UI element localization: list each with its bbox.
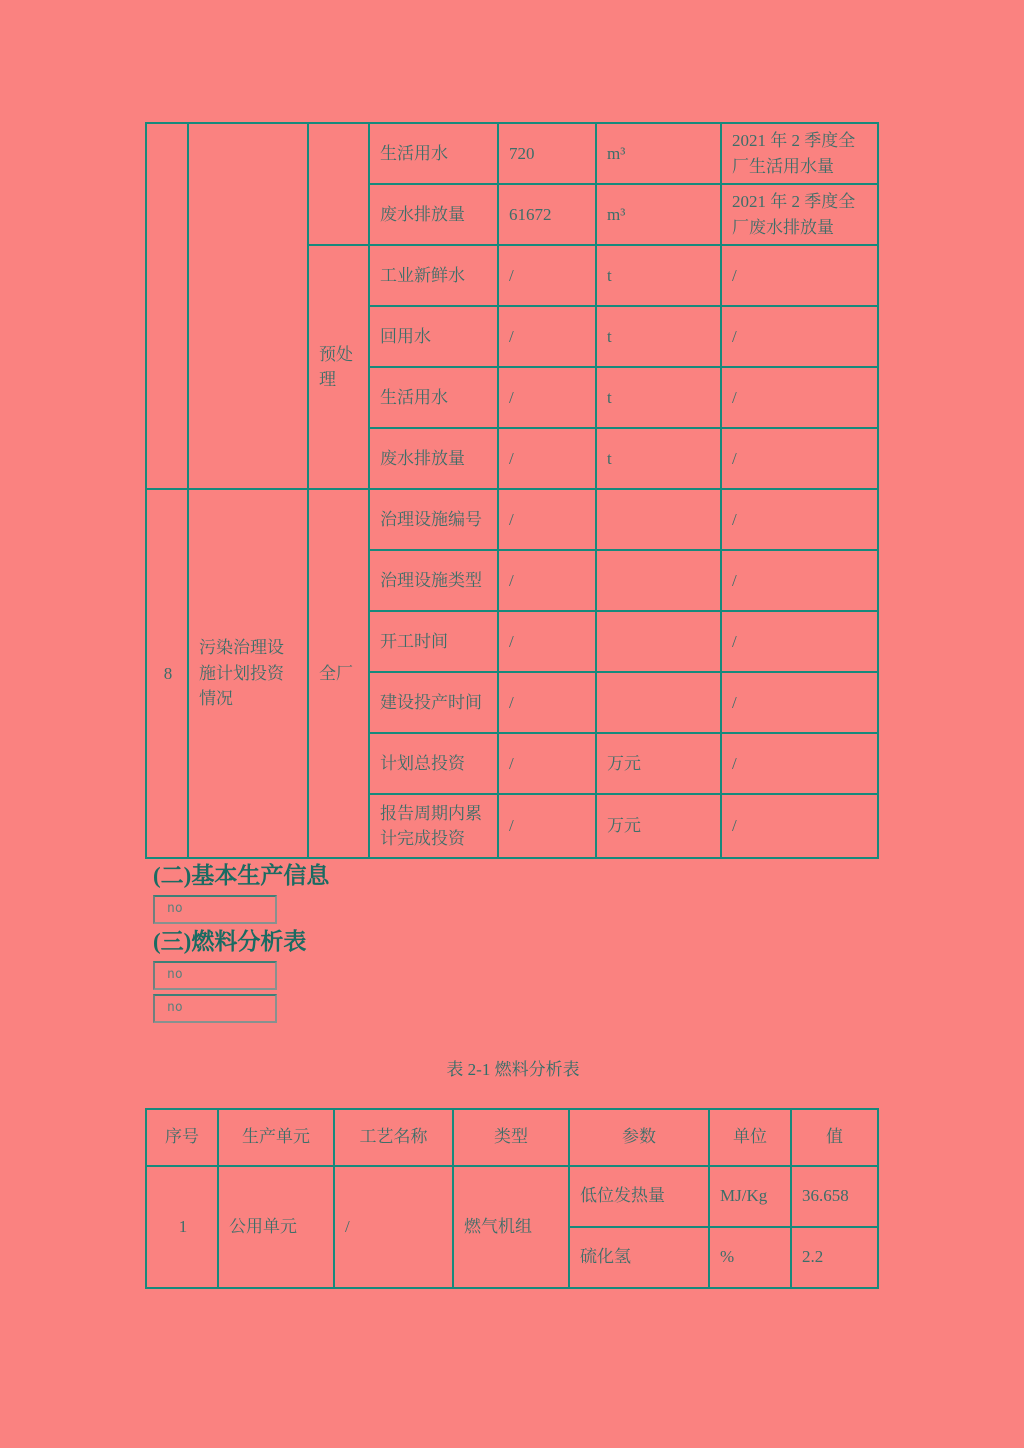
no-input-box[interactable]: no: [153, 994, 277, 1023]
cell-unit: [596, 672, 721, 733]
cell-param: 硫化氢: [569, 1227, 709, 1288]
cell-row-label: 治理设施类型: [369, 550, 498, 611]
cell-group-empty: [188, 123, 308, 489]
cell-desc: /: [721, 611, 878, 672]
fuel-analysis-heading: (三)燃料分析表: [153, 928, 307, 954]
header-unit: 单位: [709, 1109, 791, 1166]
cell-group-label: 污染治理设施计划投资情况: [188, 489, 308, 858]
cell-value: /: [498, 367, 596, 428]
cell-unit: %: [709, 1227, 791, 1288]
cell-desc: /: [721, 306, 878, 367]
cell-scope: 全厂: [308, 489, 369, 858]
cell-row-label: 回用水: [369, 306, 498, 367]
cell-production-unit: 公用单元: [218, 1166, 334, 1288]
cell-unit: MJ/Kg: [709, 1166, 791, 1227]
cell-value: /: [498, 428, 596, 489]
cell-desc: /: [721, 672, 878, 733]
header-production-unit: 生产单元: [218, 1109, 334, 1166]
cell-value: /: [498, 489, 596, 550]
cell-row-label: 生活用水: [369, 367, 498, 428]
cell-seq-empty: [146, 123, 188, 489]
fuel-table-title: 表 2-1 燃料分析表: [446, 1059, 580, 1079]
header-param: 参数: [569, 1109, 709, 1166]
cell-row-label: 报告周期内累计完成投资: [369, 794, 498, 858]
cell-scope-empty: [308, 123, 369, 245]
cell-value: /: [498, 672, 596, 733]
cell-desc: 2021 年 2 季度全厂生活用水量: [721, 123, 878, 184]
header-value: 值: [791, 1109, 878, 1166]
cell-unit: t: [596, 245, 721, 306]
table-row: [146, 1166, 878, 1227]
cell-row-label: 开工时间: [369, 611, 498, 672]
cell-value: /: [498, 794, 596, 858]
cell-value: /: [498, 245, 596, 306]
cell-row-label: 废水排放量: [369, 184, 498, 245]
cell-process-name: /: [334, 1166, 453, 1288]
basic-production-heading: (二)基本生产信息: [153, 863, 330, 888]
header-type: 类型: [453, 1109, 569, 1166]
cell-row-label: 工业新鲜水: [369, 245, 498, 306]
no-input-box[interactable]: no: [153, 895, 277, 924]
cell-desc: /: [721, 733, 878, 794]
cell-unit: 万元: [596, 733, 721, 794]
no-input-box[interactable]: no: [153, 961, 277, 990]
cell-unit: 万元: [596, 794, 721, 858]
cell-value: 61672: [498, 184, 596, 245]
cell-desc: /: [721, 367, 878, 428]
cell-unit: t: [596, 428, 721, 489]
cell-seq: 1: [146, 1166, 218, 1288]
cell-value: 720: [498, 123, 596, 184]
cell-unit: [596, 489, 721, 550]
cell-unit: m³: [596, 184, 721, 245]
cell-pretreatment-label: 预处理: [308, 245, 369, 489]
cell-type: 燃气机组: [453, 1166, 569, 1288]
cell-value: /: [498, 611, 596, 672]
table-header-row: [146, 1109, 878, 1166]
table-row: [146, 123, 878, 184]
cell-row-label: 生活用水: [369, 123, 498, 184]
cell-value: /: [498, 550, 596, 611]
cell-row-label: 废水排放量: [369, 428, 498, 489]
cell-unit: m³: [596, 123, 721, 184]
cell-unit: [596, 611, 721, 672]
fuel-analysis-table: [145, 1108, 879, 1289]
cell-desc: 2021 年 2 季度全厂废水排放量: [721, 184, 878, 245]
document-page: [145, 122, 881, 1289]
cell-value: 2.2: [791, 1227, 878, 1288]
cell-unit: [596, 550, 721, 611]
table-row: [146, 489, 878, 550]
cell-param: 低位发热量: [569, 1166, 709, 1227]
cell-row-label: 计划总投资: [369, 733, 498, 794]
cell-desc: /: [721, 245, 878, 306]
header-seq: 序号: [146, 1109, 218, 1166]
cell-row-label: 治理设施编号: [369, 489, 498, 550]
cell-value: 36.658: [791, 1166, 878, 1227]
cell-unit: t: [596, 306, 721, 367]
header-process-name: 工艺名称: [334, 1109, 453, 1166]
cell-value: /: [498, 733, 596, 794]
cell-row-label: 建设投产时间: [369, 672, 498, 733]
cell-desc: /: [721, 550, 878, 611]
cell-desc: /: [721, 794, 878, 858]
cell-desc: /: [721, 428, 878, 489]
cell-desc: /: [721, 489, 878, 550]
cell-unit: t: [596, 367, 721, 428]
cell-seq: 8: [146, 489, 188, 858]
pollution-facility-table: [145, 122, 879, 859]
cell-value: /: [498, 306, 596, 367]
